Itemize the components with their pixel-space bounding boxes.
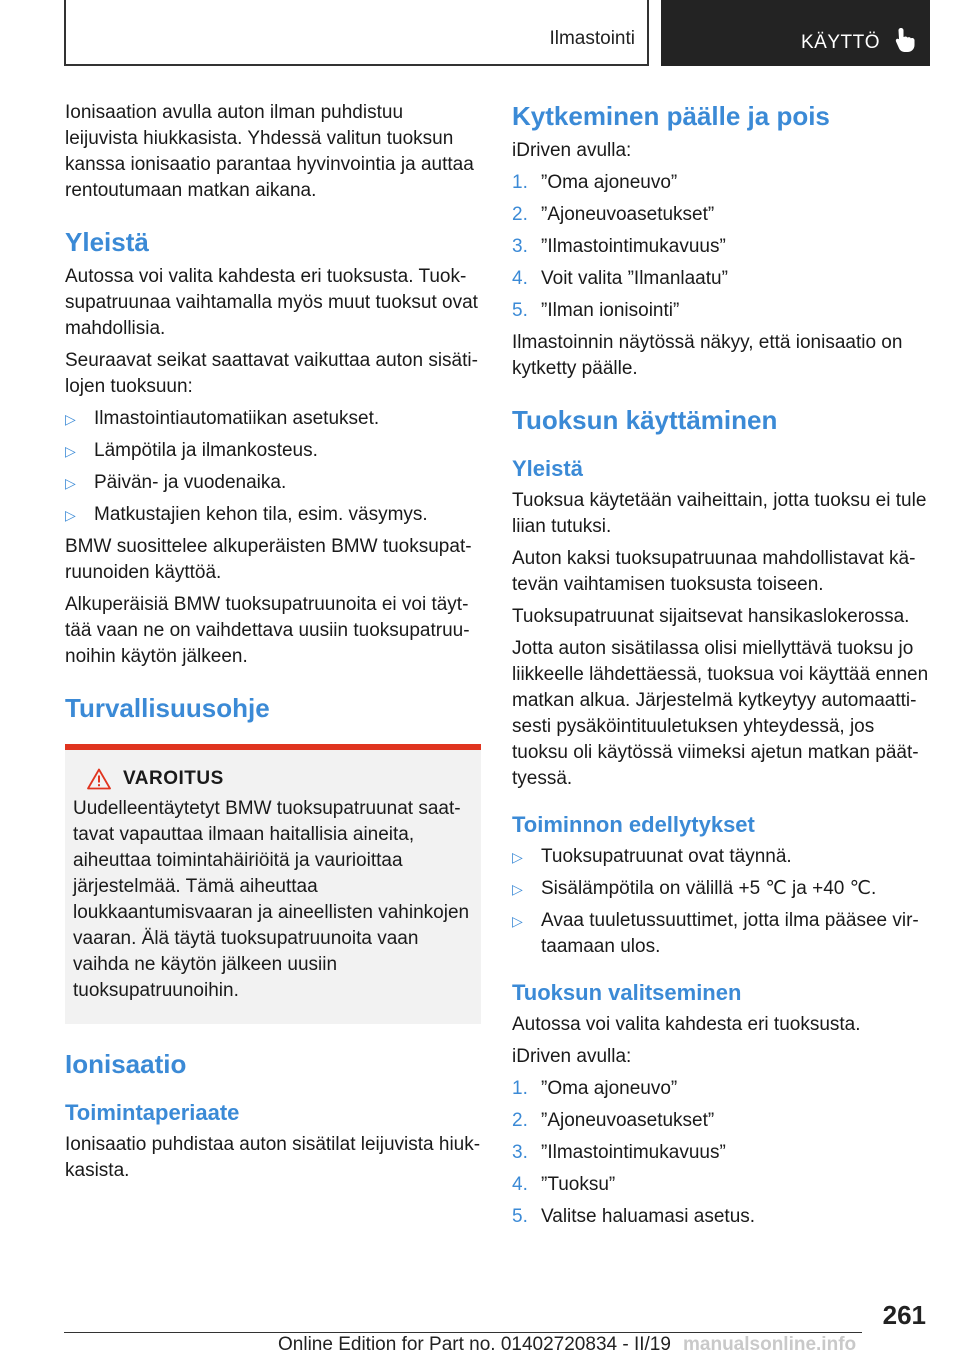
triangle-bullet-icon: ▷ bbox=[512, 849, 523, 865]
list-item: 3. ”Ilmastointimukavuus” bbox=[512, 1142, 726, 1163]
list-item: ▷ Ilmastointiautomatiikan asetukset. bbox=[65, 406, 481, 432]
paragraph: iDriven avulla: bbox=[512, 1046, 632, 1067]
triangle-bullet-icon: ▷ bbox=[65, 475, 76, 491]
heading-yleista: Yleistä bbox=[65, 227, 149, 257]
paragraph: Autossa voi valita kahdesta eri tuoksusta. bbox=[512, 1014, 861, 1035]
paragraph: Tuoksupatruunat sijaitsevat hansikaslokerossa. bbox=[512, 606, 910, 627]
list-item: 4. ”Tuoksu” bbox=[512, 1174, 616, 1195]
warning-header bbox=[87, 768, 473, 790]
heading-valitseminen: Tuoksun valitseminen bbox=[512, 980, 742, 1005]
paragraph: Tuoksua käytetään vaiheittain, jotta tuoksu ei tule liian tutuksi. bbox=[512, 490, 927, 537]
heading-safety: Turvallisuusohje bbox=[65, 693, 270, 723]
heading-edellytykset: Toiminnon edellytykset bbox=[512, 812, 755, 837]
list-item: 5. ”Ilman ionisointi” bbox=[512, 300, 680, 321]
fragrance-steps bbox=[512, 1076, 930, 1230]
triangle-bullet-icon: ▷ bbox=[65, 507, 76, 523]
list-item: 1. ”Oma ajoneuvo” bbox=[512, 1078, 678, 1099]
list-item: ▷ Päivän- ja vuodenaika. bbox=[65, 470, 481, 496]
triangle-bullet-icon: ▷ bbox=[512, 881, 523, 897]
list-item: ▷ Lämpötila ja ilmankosteus. bbox=[65, 438, 481, 464]
requirements-list bbox=[512, 844, 930, 960]
section-title-box bbox=[64, 0, 649, 66]
right-column bbox=[512, 100, 930, 1236]
chapter-tab bbox=[661, 0, 930, 66]
list-item: 2. ”Ajoneuvoasetukset” bbox=[512, 204, 715, 225]
paragraph: Jotta auton sisätilassa olisi miellyttävä tuoksu jo liikkeelle lähdettäessä, tuoksua voi käyttää ennen matkan alkua. Järjestelmä kytkeytyy automaattisesti pysäköintituuletuksen yhteydessä, jos tuoksu oli käytössä viimeksi ajetun matkan päättyessä. bbox=[512, 638, 929, 789]
list-item: ▷ Matkustajien kehon tila, esim. väsymys. bbox=[65, 502, 481, 528]
paragraph: iDriven avulla: bbox=[512, 140, 632, 161]
warning-triangle-icon bbox=[87, 768, 111, 790]
list-item: 4. Voit valita ”Ilmanlaatu” bbox=[512, 268, 728, 289]
triangle-bullet-icon: ▷ bbox=[512, 913, 523, 929]
warning-box bbox=[65, 744, 481, 1024]
paragraph: Ionisaatio puhdistaa auton sisätilat leijuvista hiukkasista. bbox=[65, 1134, 481, 1181]
section-title: Ilmastointi bbox=[549, 28, 635, 49]
hand-pointer-icon bbox=[892, 26, 918, 54]
paragraph: Seuraavat seikat saattavat vaikuttaa auton sisätilojen tuoksuun: bbox=[65, 350, 478, 397]
warning-title: VAROITUS bbox=[123, 768, 224, 789]
page-number: 261 bbox=[882, 1300, 926, 1330]
heading-yleista-2: Yleistä bbox=[512, 456, 583, 481]
paragraph: Ilmastoinnin näytössä näkyy, että ionisaatio on kytketty päälle. bbox=[512, 332, 903, 379]
paragraph: BMW suosittelee alkuperäisten BMW tuoksupatruunoiden käyttöä. bbox=[65, 536, 472, 583]
paragraph: Autossa voi valita kahdesta eri tuoksusta. Tuoksupatruunaa vaihtamalla myös muut tuoksut ovat mahdollisia. bbox=[65, 266, 478, 339]
watermark: manualsonline.info bbox=[683, 1334, 857, 1355]
heading-tuoksun-kayttaminen: Tuoksun käyttäminen bbox=[512, 405, 778, 435]
edition-text: Online Edition for Part no. 01402720834 - II/19 bbox=[278, 1334, 671, 1355]
warning-text: Uudelleentäytetyt BMW tuoksupatruunat saattavat vapauttaa ilmaan haitallisia aineita, aiheuttaa toimintahäiriöitä ja vaurioittaa järjestelmää. Tämä aiheuttaa loukkaantumisvaaran ja aineellisten vahinkojen vaaran. Älä täytä tuoksupatruunoita vaan vaihda ne käytön jälkeen uusiin tuoksupatruunoihin. bbox=[73, 798, 470, 1001]
paragraph: Alkuperäisiä BMW tuoksupatruunoita ei voi täyttää vaan ne on vaihdettava uusiin tuoksupatruunoihin käytön jälkeen. bbox=[65, 594, 470, 667]
list-item: ▷ Sisälämpötila on välillä +5 ℃ ja +40 ℃. bbox=[512, 876, 930, 902]
factor-list bbox=[65, 406, 481, 528]
footer-divider bbox=[64, 1332, 862, 1333]
heading-toimintaperiaate: Toimintaperiaate bbox=[65, 1100, 240, 1125]
paragraph: Auton kaksi tuoksupatruunaa mahdollistavat kätevän vaihtamisen tuoksusta toiseen. bbox=[512, 548, 916, 595]
chapter-title: KÄYTTÖ bbox=[800, 32, 880, 53]
triangle-bullet-icon: ▷ bbox=[65, 443, 76, 459]
ionization-steps bbox=[512, 170, 930, 324]
heading-ionisaatio: Ionisaatio bbox=[65, 1049, 187, 1079]
list-item: 1. ”Oma ajoneuvo” bbox=[512, 172, 678, 193]
list-item: ▷ Avaa tuuletussuuttimet, jotta ilma pääsee virtaamaan ulos. bbox=[512, 910, 919, 957]
list-item: 2. ”Ajoneuvoasetukset” bbox=[512, 1110, 715, 1131]
left-column bbox=[65, 100, 481, 1190]
triangle-bullet-icon: ▷ bbox=[65, 411, 76, 427]
heading-kytkeminen: Kytkeminen päälle ja pois bbox=[512, 101, 830, 131]
intro-paragraph: Ionisaation avulla auton ilman puhdistuu leijuvista hiukkasista. Yhdessä valitun tuoksun kanssa ionisaatio parantaa hyvinvointia ja auttaa rentoutumaan matkan aikana. bbox=[65, 102, 474, 201]
list-item: 3. ”Ilmastointimukavuus” bbox=[512, 236, 726, 257]
list-item: 5. Valitse haluamasi asetus. bbox=[512, 1206, 756, 1227]
list-item: ▷ Tuoksupatruunat ovat täynnä. bbox=[512, 844, 930, 870]
page-header bbox=[64, 0, 930, 66]
